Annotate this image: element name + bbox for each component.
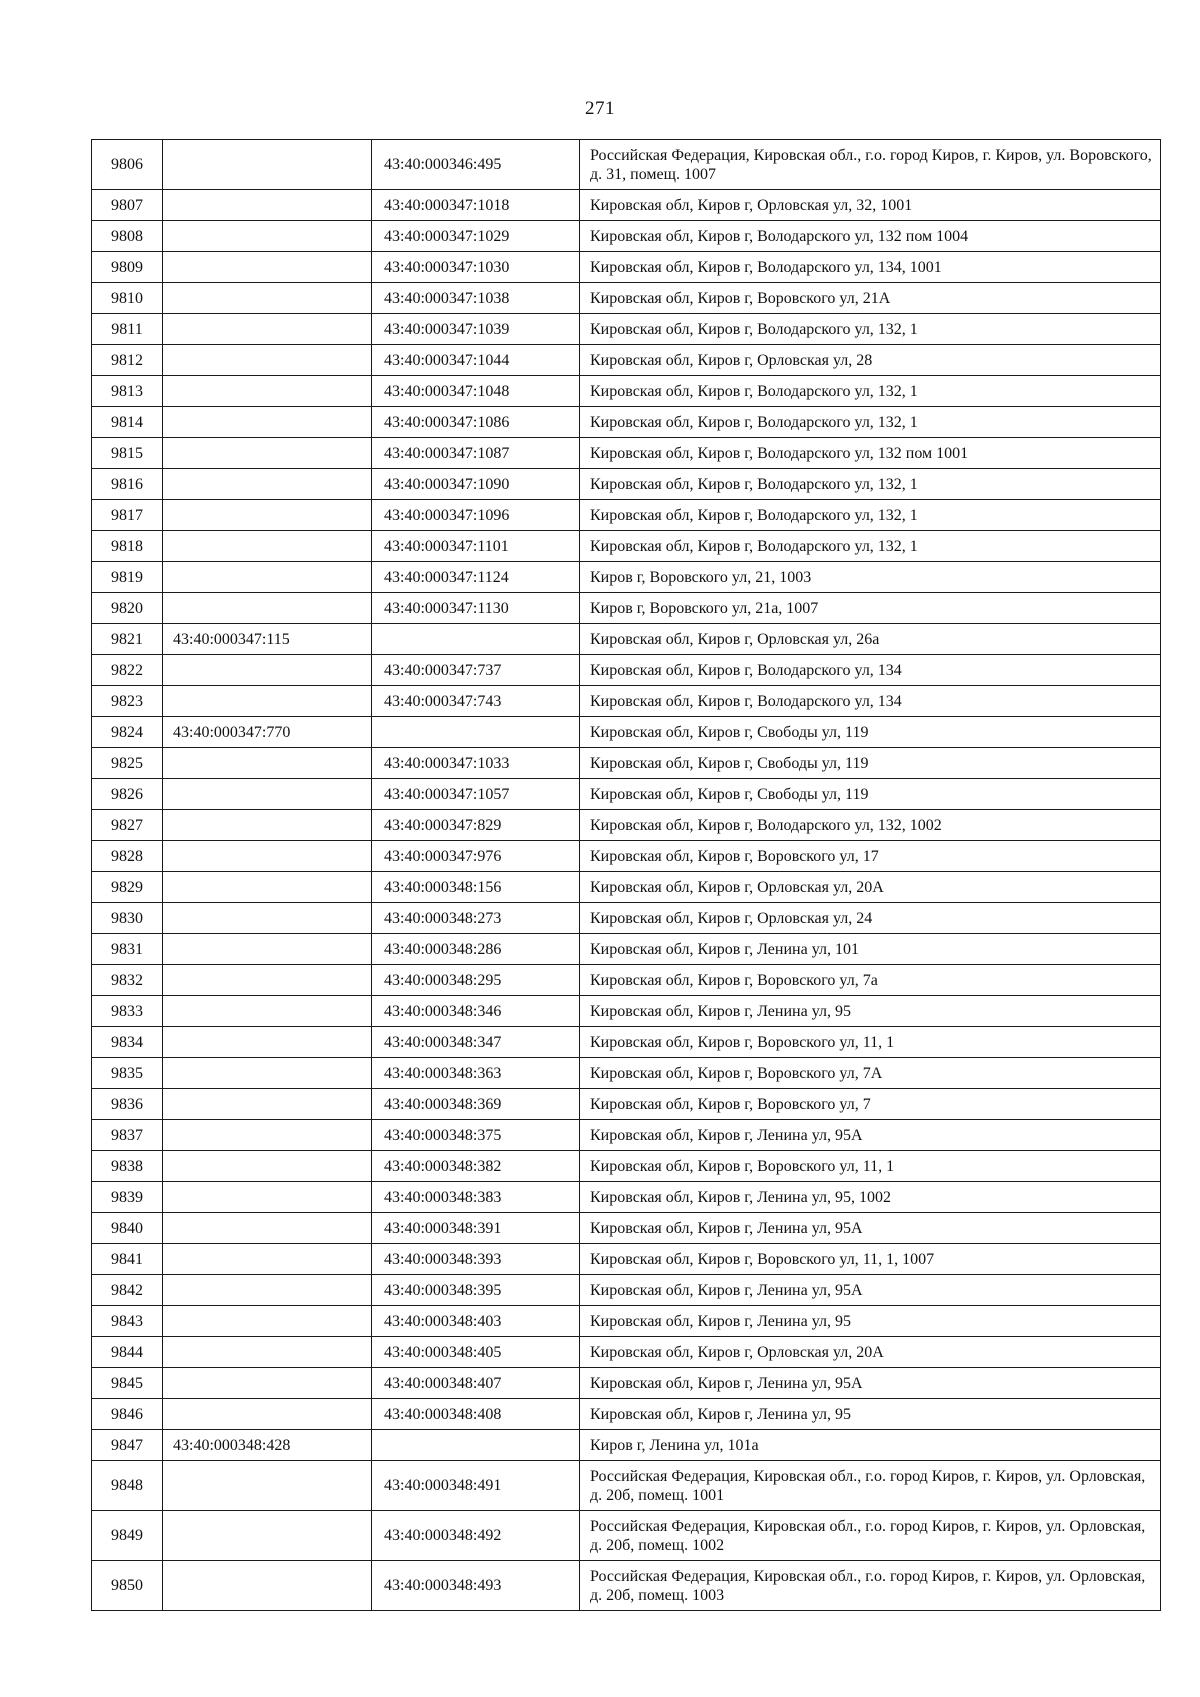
premise-cadastral-cell: 43:40:000348:395	[372, 1275, 580, 1306]
table-row	[92, 190, 1161, 221]
table-row	[92, 624, 1161, 655]
address-cell: Кировская обл, Киров г, Володарского ул, 132, 1	[580, 531, 1161, 562]
building-cadastral-cell	[163, 140, 372, 190]
row-number-cell: 9818	[92, 531, 163, 562]
building-cadastral-cell	[163, 1058, 372, 1089]
row-number-cell: 9844	[92, 1337, 163, 1368]
premise-cadastral-cell: 43:40:000348:369	[372, 1089, 580, 1120]
row-number-cell: 9837	[92, 1120, 163, 1151]
table-row	[92, 1399, 1161, 1430]
premise-cadastral-cell: 43:40:000348:363	[372, 1058, 580, 1089]
premise-cadastral-cell: 43:40:000346:495	[372, 140, 580, 190]
table-row	[92, 1306, 1161, 1337]
table-row	[92, 1244, 1161, 1275]
row-number-cell: 9848	[92, 1461, 163, 1511]
registry-table-body	[92, 140, 1161, 1611]
table-row	[92, 1430, 1161, 1461]
table-row	[92, 965, 1161, 996]
table-row	[92, 1089, 1161, 1120]
table-row	[92, 1275, 1161, 1306]
row-number-cell: 9843	[92, 1306, 163, 1337]
row-number-cell: 9812	[92, 345, 163, 376]
address-cell: Кировская обл, Киров г, Ленина ул, 95А	[580, 1213, 1161, 1244]
row-number-cell: 9815	[92, 438, 163, 469]
address-cell: Кировская обл, Киров г, Воровского ул, 7	[580, 1089, 1161, 1120]
building-cadastral-cell	[163, 965, 372, 996]
premise-cadastral-cell: 43:40:000347:1124	[372, 562, 580, 593]
premise-cadastral-cell: 43:40:000347:1087	[372, 438, 580, 469]
building-cadastral-cell	[163, 1399, 372, 1430]
table-row	[92, 500, 1161, 531]
row-number-cell: 9816	[92, 469, 163, 500]
building-cadastral-cell	[163, 190, 372, 221]
building-cadastral-cell	[163, 1213, 372, 1244]
page-number: 271	[585, 98, 615, 119]
building-cadastral-cell	[163, 872, 372, 903]
building-cadastral-cell	[163, 562, 372, 593]
table-row	[92, 593, 1161, 624]
building-cadastral-cell	[163, 1120, 372, 1151]
row-number-cell: 9809	[92, 252, 163, 283]
table-row	[92, 1151, 1161, 1182]
premise-cadastral-cell: 43:40:000347:1048	[372, 376, 580, 407]
table-row	[92, 1058, 1161, 1089]
row-number-cell: 9829	[92, 872, 163, 903]
table-row	[92, 1213, 1161, 1244]
registry-table	[91, 139, 1161, 1611]
building-cadastral-cell	[163, 1511, 372, 1561]
address-cell: Кировская обл, Киров г, Свободы ул, 119	[580, 779, 1161, 810]
building-cadastral-cell: 43:40:000347:115	[163, 624, 372, 655]
row-number-cell: 9840	[92, 1213, 163, 1244]
address-cell: Кировская обл, Киров г, Ленина ул, 95А	[580, 1120, 1161, 1151]
row-number-cell: 9850	[92, 1561, 163, 1611]
table-row	[92, 252, 1161, 283]
table-row	[92, 1368, 1161, 1399]
address-cell: Кировская обл, Киров г, Воровского ул, 17	[580, 841, 1161, 872]
building-cadastral-cell	[163, 531, 372, 562]
table-row	[92, 221, 1161, 252]
building-cadastral-cell	[163, 1561, 372, 1611]
address-cell: Кировская обл, Киров г, Ленина ул, 95А	[580, 1275, 1161, 1306]
building-cadastral-cell	[163, 934, 372, 965]
building-cadastral-cell	[163, 283, 372, 314]
row-number-cell: 9831	[92, 934, 163, 965]
premise-cadastral-cell: 43:40:000348:286	[372, 934, 580, 965]
address-cell: Кировская обл, Киров г, Ленина ул, 101	[580, 934, 1161, 965]
address-cell: Кировская обл, Киров г, Воровского ул, 11, 1, 1007	[580, 1244, 1161, 1275]
address-cell: Кировская обл, Киров г, Воровского ул, 11, 1	[580, 1151, 1161, 1182]
row-number-cell: 9846	[92, 1399, 163, 1430]
row-number-cell: 9828	[92, 841, 163, 872]
building-cadastral-cell	[163, 1027, 372, 1058]
table-row	[92, 655, 1161, 686]
table-row	[92, 283, 1161, 314]
building-cadastral-cell	[163, 221, 372, 252]
premise-cadastral-cell: 43:40:000347:1030	[372, 252, 580, 283]
building-cadastral-cell	[163, 1368, 372, 1399]
address-cell: Кировская обл, Киров г, Володарского ул, 132, 1	[580, 376, 1161, 407]
address-cell: Кировская обл, Киров г, Орловская ул, 20А	[580, 1337, 1161, 1368]
building-cadastral-cell	[163, 1306, 372, 1337]
building-cadastral-cell	[163, 1244, 372, 1275]
premise-cadastral-cell: 43:40:000348:156	[372, 872, 580, 903]
table-row	[92, 469, 1161, 500]
table-row	[92, 1182, 1161, 1213]
table-row	[92, 140, 1161, 190]
address-cell: Кировская обл, Киров г, Орловская ул, 20А	[580, 872, 1161, 903]
premise-cadastral-cell	[372, 717, 580, 748]
premise-cadastral-cell: 43:40:000347:737	[372, 655, 580, 686]
table-row	[92, 376, 1161, 407]
address-cell: Киров г, Воровского ул, 21, 1003	[580, 562, 1161, 593]
address-cell: Кировская обл, Киров г, Ленина ул, 95, 1002	[580, 1182, 1161, 1213]
row-number-cell: 9842	[92, 1275, 163, 1306]
building-cadastral-cell	[163, 903, 372, 934]
building-cadastral-cell	[163, 655, 372, 686]
building-cadastral-cell	[163, 1182, 372, 1213]
premise-cadastral-cell: 43:40:000348:383	[372, 1182, 580, 1213]
row-number-cell: 9836	[92, 1089, 163, 1120]
row-number-cell: 9811	[92, 314, 163, 345]
table-row	[92, 779, 1161, 810]
premise-cadastral-cell: 43:40:000348:408	[372, 1399, 580, 1430]
table-row	[92, 934, 1161, 965]
address-cell: Киров г, Воровского ул, 21а, 1007	[580, 593, 1161, 624]
address-cell: Российская Федерация, Кировская обл., г.о. город Киров, г. Киров, ул. Воровского, д. 31, помещ. 1007	[580, 140, 1161, 190]
premise-cadastral-cell: 43:40:000348:382	[372, 1151, 580, 1182]
row-number-cell: 9823	[92, 686, 163, 717]
building-cadastral-cell	[163, 1089, 372, 1120]
address-cell: Кировская обл, Киров г, Володарского ул, 132 пом 1001	[580, 438, 1161, 469]
table-row	[92, 1461, 1161, 1511]
building-cadastral-cell	[163, 376, 372, 407]
building-cadastral-cell	[163, 593, 372, 624]
premise-cadastral-cell: 43:40:000347:1029	[372, 221, 580, 252]
premise-cadastral-cell: 43:40:000347:1018	[372, 190, 580, 221]
address-cell: Кировская обл, Киров г, Володарского ул, 134	[580, 655, 1161, 686]
address-cell: Кировская обл, Киров г, Ленина ул, 95А	[580, 1368, 1161, 1399]
row-number-cell: 9830	[92, 903, 163, 934]
building-cadastral-cell	[163, 252, 372, 283]
address-cell: Кировская обл, Киров г, Володарского ул, 132, 1002	[580, 810, 1161, 841]
premise-cadastral-cell	[372, 624, 580, 655]
row-number-cell: 9820	[92, 593, 163, 624]
table-row	[92, 872, 1161, 903]
premise-cadastral-cell: 43:40:000348:391	[372, 1213, 580, 1244]
premise-cadastral-cell: 43:40:000348:493	[372, 1561, 580, 1611]
building-cadastral-cell	[163, 1337, 372, 1368]
premise-cadastral-cell: 43:40:000347:1090	[372, 469, 580, 500]
address-cell: Кировская обл, Киров г, Воровского ул, 7А	[580, 1058, 1161, 1089]
premise-cadastral-cell: 43:40:000347:1101	[372, 531, 580, 562]
table-row	[92, 903, 1161, 934]
row-number-cell: 9821	[92, 624, 163, 655]
row-number-cell: 9817	[92, 500, 163, 531]
row-number-cell: 9847	[92, 1430, 163, 1461]
row-number-cell: 9826	[92, 779, 163, 810]
row-number-cell: 9808	[92, 221, 163, 252]
address-cell: Кировская обл, Киров г, Ленина ул, 95	[580, 1306, 1161, 1337]
row-number-cell: 9813	[92, 376, 163, 407]
building-cadastral-cell	[163, 314, 372, 345]
building-cadastral-cell	[163, 1151, 372, 1182]
building-cadastral-cell	[163, 748, 372, 779]
table-row	[92, 1561, 1161, 1611]
row-number-cell: 9833	[92, 996, 163, 1027]
premise-cadastral-cell	[372, 1430, 580, 1461]
premise-cadastral-cell: 43:40:000347:1039	[372, 314, 580, 345]
table-row	[92, 314, 1161, 345]
building-cadastral-cell	[163, 438, 372, 469]
premise-cadastral-cell: 43:40:000348:403	[372, 1306, 580, 1337]
building-cadastral-cell: 43:40:000347:770	[163, 717, 372, 748]
premise-cadastral-cell: 43:40:000348:491	[372, 1461, 580, 1511]
row-number-cell: 9824	[92, 717, 163, 748]
row-number-cell: 9810	[92, 283, 163, 314]
table-row	[92, 717, 1161, 748]
address-cell: Кировская обл, Киров г, Володарского ул, 132, 1	[580, 407, 1161, 438]
table-row	[92, 1511, 1161, 1561]
row-number-cell: 9807	[92, 190, 163, 221]
building-cadastral-cell	[163, 779, 372, 810]
address-cell: Киров г, Ленина ул, 101а	[580, 1430, 1161, 1461]
premise-cadastral-cell: 43:40:000348:407	[372, 1368, 580, 1399]
row-number-cell: 9849	[92, 1511, 163, 1561]
row-number-cell: 9841	[92, 1244, 163, 1275]
address-cell: Кировская обл, Киров г, Воровского ул, 21А	[580, 283, 1161, 314]
row-number-cell: 9845	[92, 1368, 163, 1399]
row-number-cell: 9819	[92, 562, 163, 593]
premise-cadastral-cell: 43:40:000347:1038	[372, 283, 580, 314]
row-number-cell: 9832	[92, 965, 163, 996]
premise-cadastral-cell: 43:40:000348:375	[372, 1120, 580, 1151]
row-number-cell: 9839	[92, 1182, 163, 1213]
building-cadastral-cell: 43:40:000348:428	[163, 1430, 372, 1461]
row-number-cell: 9834	[92, 1027, 163, 1058]
building-cadastral-cell	[163, 500, 372, 531]
building-cadastral-cell	[163, 996, 372, 1027]
table-row	[92, 345, 1161, 376]
table-row	[92, 1027, 1161, 1058]
building-cadastral-cell	[163, 1461, 372, 1511]
premise-cadastral-cell: 43:40:000347:743	[372, 686, 580, 717]
address-cell: Кировская обл, Киров г, Свободы ул, 119	[580, 748, 1161, 779]
premise-cadastral-cell: 43:40:000348:295	[372, 965, 580, 996]
address-cell: Кировская обл, Киров г, Ленина ул, 95	[580, 996, 1161, 1027]
premise-cadastral-cell: 43:40:000348:405	[372, 1337, 580, 1368]
address-cell: Кировская обл, Киров г, Володарского ул, 132, 1	[580, 500, 1161, 531]
row-number-cell: 9827	[92, 810, 163, 841]
table-row	[92, 810, 1161, 841]
building-cadastral-cell	[163, 841, 372, 872]
building-cadastral-cell	[163, 810, 372, 841]
address-cell: Кировская обл, Киров г, Володарского ул, 132, 1	[580, 314, 1161, 345]
row-number-cell: 9838	[92, 1151, 163, 1182]
table-row	[92, 407, 1161, 438]
address-cell: Кировская обл, Киров г, Воровского ул, 11, 1	[580, 1027, 1161, 1058]
building-cadastral-cell	[163, 345, 372, 376]
address-cell: Российская Федерация, Кировская обл., г.о. город Киров, г. Киров, ул. Орловская, д. 20б, помещ. 1002	[580, 1511, 1161, 1561]
building-cadastral-cell	[163, 686, 372, 717]
premise-cadastral-cell: 43:40:000347:1086	[372, 407, 580, 438]
table-row	[92, 562, 1161, 593]
building-cadastral-cell	[163, 469, 372, 500]
row-number-cell: 9825	[92, 748, 163, 779]
premise-cadastral-cell: 43:40:000347:976	[372, 841, 580, 872]
address-cell: Кировская обл, Киров г, Володарского ул, 132, 1	[580, 469, 1161, 500]
row-number-cell: 9835	[92, 1058, 163, 1089]
table-row	[92, 531, 1161, 562]
premise-cadastral-cell: 43:40:000348:492	[372, 1511, 580, 1561]
row-number-cell: 9822	[92, 655, 163, 686]
premise-cadastral-cell: 43:40:000348:347	[372, 1027, 580, 1058]
address-cell: Кировская обл, Киров г, Володарского ул, 134	[580, 686, 1161, 717]
table-row	[92, 748, 1161, 779]
address-cell: Кировская обл, Киров г, Свободы ул, 119	[580, 717, 1161, 748]
address-cell: Кировская обл, Киров г, Орловская ул, 28	[580, 345, 1161, 376]
premise-cadastral-cell: 43:40:000347:1096	[372, 500, 580, 531]
address-cell: Кировская обл, Киров г, Володарского ул, 132 пом 1004	[580, 221, 1161, 252]
premise-cadastral-cell: 43:40:000348:393	[372, 1244, 580, 1275]
premise-cadastral-cell: 43:40:000347:1033	[372, 748, 580, 779]
address-cell: Кировская обл, Киров г, Орловская ул, 32, 1001	[580, 190, 1161, 221]
table-row	[92, 841, 1161, 872]
table-row	[92, 996, 1161, 1027]
table-row	[92, 1337, 1161, 1368]
address-cell: Российская Федерация, Кировская обл., г.о. город Киров, г. Киров, ул. Орловская, д. 20б, помещ. 1003	[580, 1561, 1161, 1611]
address-cell: Кировская обл, Киров г, Володарского ул, 134, 1001	[580, 252, 1161, 283]
premise-cadastral-cell: 43:40:000347:1130	[372, 593, 580, 624]
premise-cadastral-cell: 43:40:000348:273	[372, 903, 580, 934]
row-number-cell: 9814	[92, 407, 163, 438]
address-cell: Кировская обл, Киров г, Ленина ул, 95	[580, 1399, 1161, 1430]
table-row	[92, 438, 1161, 469]
table-row	[92, 686, 1161, 717]
building-cadastral-cell	[163, 1275, 372, 1306]
premise-cadastral-cell: 43:40:000348:346	[372, 996, 580, 1027]
address-cell: Кировская обл, Киров г, Воровского ул, 7а	[580, 965, 1161, 996]
address-cell: Кировская обл, Киров г, Орловская ул, 26а	[580, 624, 1161, 655]
address-cell: Российская Федерация, Кировская обл., г.о. город Киров, г. Киров, ул. Орловская, д. 20б, помещ. 1001	[580, 1461, 1161, 1511]
building-cadastral-cell	[163, 407, 372, 438]
premise-cadastral-cell: 43:40:000347:1044	[372, 345, 580, 376]
row-number-cell: 9806	[92, 140, 163, 190]
premise-cadastral-cell: 43:40:000347:1057	[372, 779, 580, 810]
table-row	[92, 1120, 1161, 1151]
address-cell: Кировская обл, Киров г, Орловская ул, 24	[580, 903, 1161, 934]
premise-cadastral-cell: 43:40:000347:829	[372, 810, 580, 841]
